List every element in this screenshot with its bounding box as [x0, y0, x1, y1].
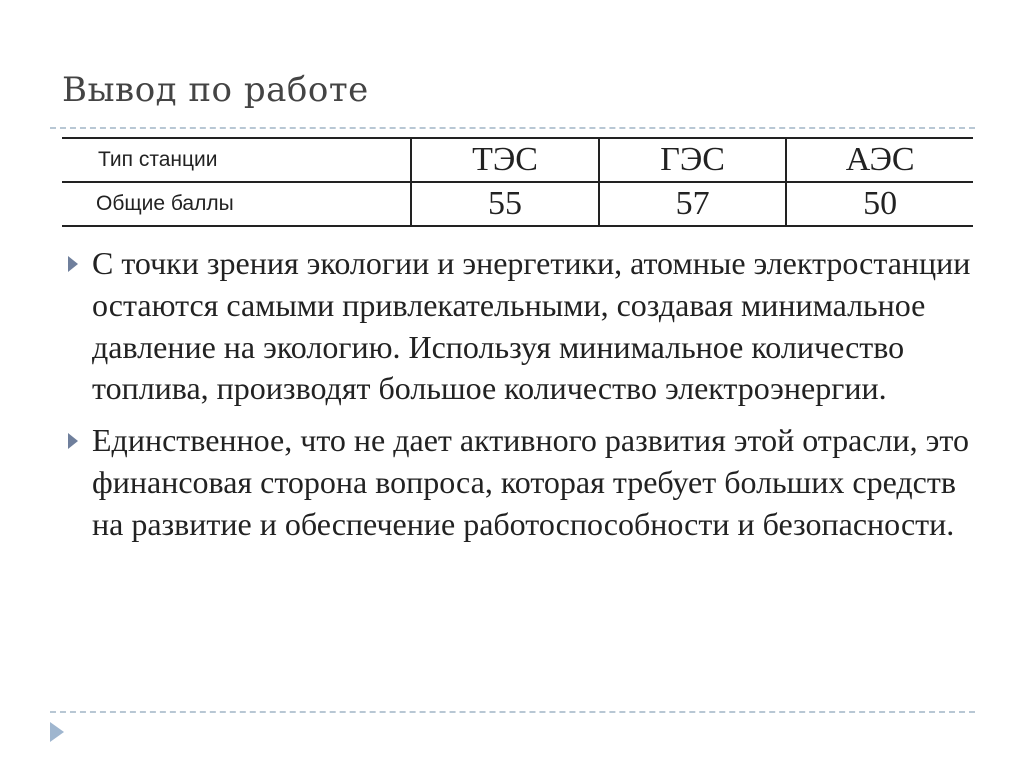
footer-arrow-icon	[50, 722, 64, 742]
bullet-list	[92, 243, 972, 556]
table-cell: 57	[599, 182, 787, 226]
bullet-text: Единственное, что не дает активного развития этой отрасли, это финансовая сторона вопроса, которая требует больших средств на развитие и обеспечение работоспособности и безопасности.	[92, 422, 969, 542]
bullet-item	[92, 420, 972, 545]
scores-table	[62, 137, 973, 227]
bullet-arrow-icon	[68, 433, 78, 449]
row-label: Тип станции	[62, 138, 411, 182]
table-row	[62, 138, 973, 182]
table-cell: ГЭС	[599, 138, 787, 182]
table-cell: ТЭС	[411, 138, 599, 182]
table-cell: 50	[786, 182, 973, 226]
footer-divider	[50, 711, 975, 713]
table-cell: АЭС	[786, 138, 973, 182]
table-row	[62, 182, 973, 226]
bullet-text: С точки зрения экологии и энергетики, атомные электростанции остаются самыми привлекательными, создавая минимальное давление на экологию. Используя минимальное количество топлива, производят большое количество электроэнергии.	[92, 245, 971, 407]
table-cell: 55	[411, 182, 599, 226]
row-label: Общие баллы	[62, 182, 411, 226]
slide-title: Вывод по работе	[62, 70, 369, 110]
bullet-arrow-icon	[68, 256, 78, 272]
title-divider	[50, 127, 975, 129]
bullet-item	[92, 243, 972, 410]
